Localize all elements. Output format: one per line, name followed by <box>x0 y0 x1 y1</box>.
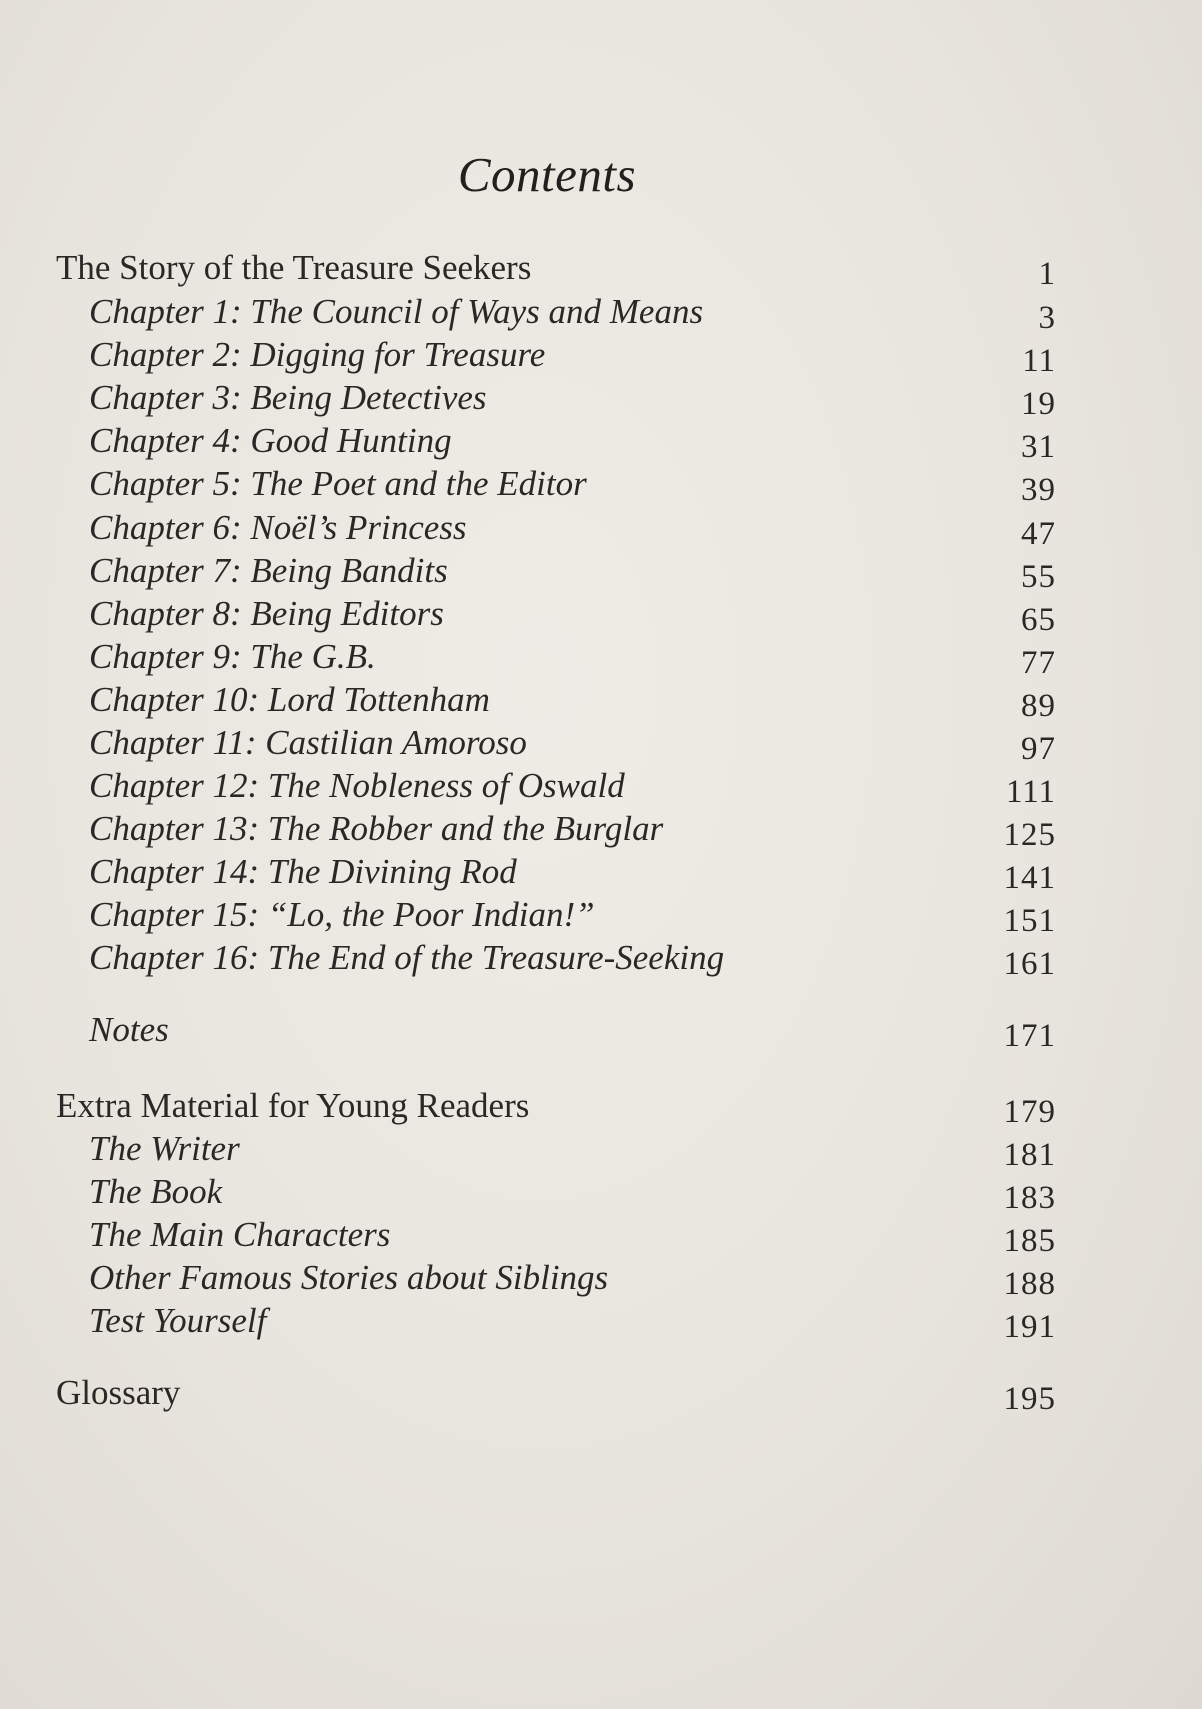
toc-entry <box>0 1008 1202 1052</box>
toc-page-number: 179 <box>1003 1094 1056 1130</box>
toc-page-number: 47 <box>1021 516 1056 552</box>
toc-page-number: 65 <box>1021 602 1056 638</box>
toc-item-title: The Writer <box>89 1129 240 1168</box>
toc-page-number: 55 <box>1021 559 1056 595</box>
toc-item-title: Chapter 5: The Poet and the Editor <box>89 464 587 503</box>
toc-page-number: 188 <box>1003 1266 1056 1302</box>
toc-entry <box>0 635 1202 679</box>
toc-page-number: 111 <box>1005 774 1056 810</box>
toc-entry <box>0 246 1202 290</box>
toc-page-number: 11 <box>1022 343 1056 379</box>
toc-entry <box>0 1170 1202 1214</box>
toc-entry <box>0 807 1202 851</box>
toc-page-number: 3 <box>1038 300 1056 336</box>
toc-page-number: 181 <box>1003 1137 1056 1173</box>
toc-item-title: Chapter 6: Noël’s Princess <box>89 508 467 547</box>
toc-entry <box>0 721 1202 765</box>
toc-entry <box>0 764 1202 808</box>
toc-section-title: Glossary <box>56 1373 181 1412</box>
toc-item-title: Chapter 15: “Lo, the Poor Indian!” <box>89 895 595 934</box>
toc-item-title: Chapter 4: Good Hunting <box>89 421 452 460</box>
toc-item-title: Notes <box>89 1010 169 1049</box>
toc-entry <box>0 850 1202 894</box>
toc-page-number: 19 <box>1021 386 1056 422</box>
toc-page-number: 185 <box>1003 1223 1056 1259</box>
toc-entry <box>0 549 1202 593</box>
toc-item-title: The Main Characters <box>89 1215 391 1254</box>
toc-item-title: Chapter 7: Being Bandits <box>89 551 448 590</box>
toc-entry <box>0 592 1202 636</box>
toc-page-number: 31 <box>1021 429 1056 465</box>
toc-page-number: 97 <box>1021 731 1056 767</box>
toc-entry <box>0 290 1202 334</box>
toc-entry <box>0 1299 1202 1343</box>
toc-entry <box>0 333 1202 377</box>
toc-page-number: 125 <box>1003 817 1056 853</box>
toc-page-number: 141 <box>1003 860 1056 896</box>
toc-item-title: Chapter 13: The Robber and the Burglar <box>89 809 664 848</box>
toc-item-title: The Book <box>89 1172 223 1211</box>
toc-entry <box>0 1256 1202 1300</box>
toc-entry <box>0 893 1202 937</box>
toc-page-number: 77 <box>1021 645 1056 681</box>
toc-page-number: 151 <box>1003 903 1056 939</box>
toc-page-number: 89 <box>1021 688 1056 724</box>
toc-page-number: 195 <box>1003 1381 1056 1417</box>
toc-entry <box>0 419 1202 463</box>
toc-item-title: Chapter 3: Being Detectives <box>89 378 487 417</box>
toc-entry <box>0 678 1202 722</box>
toc-page-number: 161 <box>1003 946 1056 982</box>
toc-entry <box>0 1127 1202 1171</box>
toc-page-number: 191 <box>1003 1309 1056 1345</box>
contents-heading: Contents <box>457 147 637 202</box>
toc-item-title: Chapter 14: The Divining Rod <box>89 852 517 891</box>
toc-item-title: Chapter 12: The Nobleness of Oswald <box>89 766 625 805</box>
toc-entry <box>0 1213 1202 1257</box>
toc-section-title: The Story of the Treasure Seekers <box>56 248 532 287</box>
toc-page-number: 171 <box>1003 1018 1056 1054</box>
toc-entry <box>0 936 1202 980</box>
toc-page-number: 39 <box>1021 472 1056 508</box>
toc-entry <box>0 462 1202 506</box>
toc-item-title: Chapter 1: The Council of Ways and Means <box>89 292 704 331</box>
toc-section-title: Extra Material for Young Readers <box>56 1086 530 1125</box>
toc-item-title: Chapter 11: Castilian Amoroso <box>89 723 527 762</box>
toc-item-title: Test Yourself <box>89 1301 267 1340</box>
toc-item-title: Chapter 16: The End of the Treasure-Seeking <box>89 938 725 977</box>
toc-item-title: Chapter 8: Being Editors <box>89 594 444 633</box>
toc-entry <box>0 376 1202 420</box>
toc-item-title: Chapter 9: The G.B. <box>89 637 376 676</box>
toc-entry <box>0 1084 1202 1128</box>
toc-entry <box>0 506 1202 550</box>
toc-item-title: Chapter 10: Lord Tottenham <box>89 680 490 719</box>
toc-page-number: 1 <box>1038 256 1056 292</box>
toc-item-title: Chapter 2: Digging for Treasure <box>89 335 546 374</box>
toc-page-number: 183 <box>1003 1180 1056 1216</box>
toc-entry <box>0 1371 1202 1415</box>
toc-item-title: Other Famous Stories about Siblings <box>89 1258 609 1297</box>
